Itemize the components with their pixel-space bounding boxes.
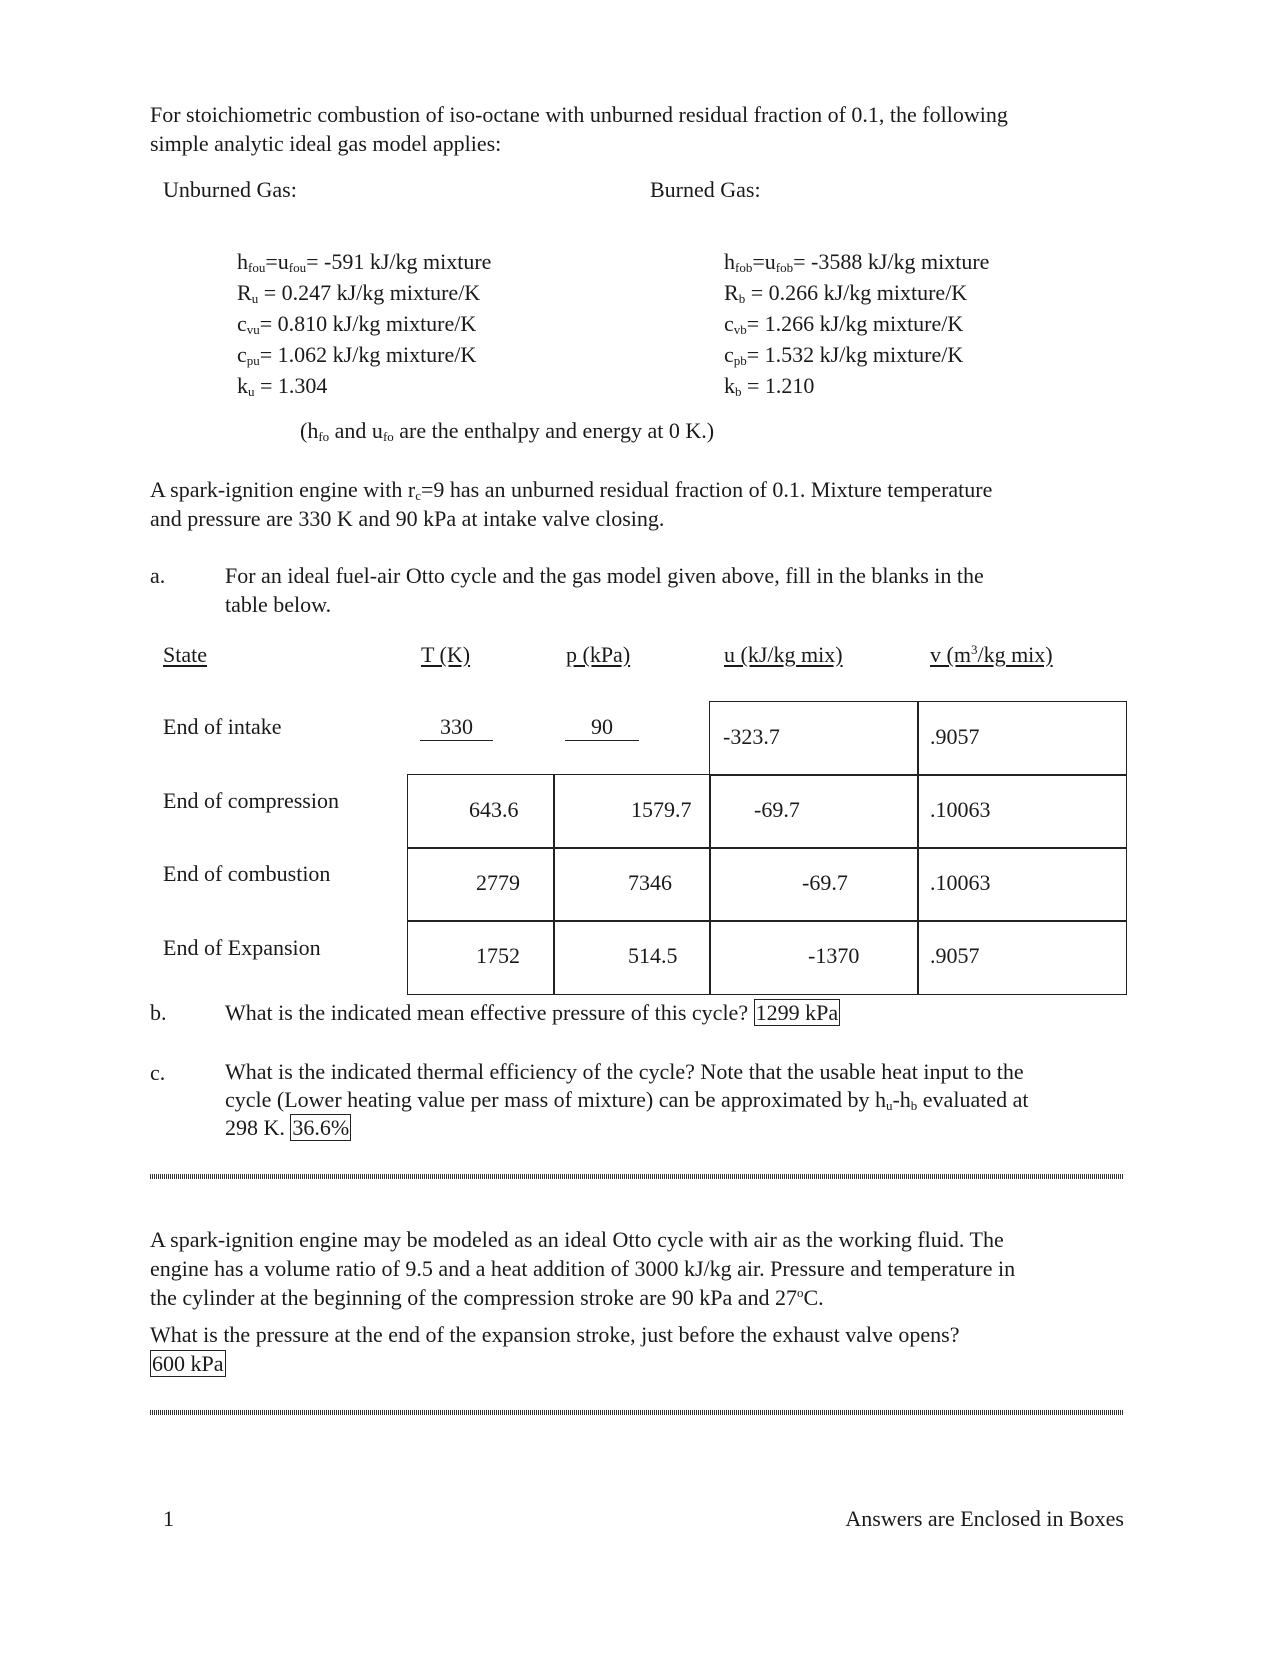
unburned-gas-constant: $R_u = 0.247$ kJ/kg mixture/K (237, 280, 481, 306)
enthalpy-note: ($h_{fo}$ and $u_{fo}$ are the enthalpy and energy at 0 K.) (300, 418, 715, 444)
header-pressure: p (kPa) (566, 642, 631, 667)
problem-1-statement (150, 475, 1124, 533)
unburned-gas-heading: Unburned Gas: (163, 177, 297, 202)
row-expansion-state: End of Expansion (163, 935, 321, 960)
burned-gas-constant: $R_b = 0.266$ kJ/kg mixture/K (724, 280, 968, 306)
row-expansion-pressure: 514.5 (553, 920, 711, 995)
row-combustion-state: End of combustion (163, 861, 331, 886)
row-intake-volume: .9057 (917, 701, 1127, 776)
problem-2-answer-box: 600 kPa (152, 1351, 224, 1376)
problem-2-statement (150, 1225, 1124, 1312)
problem-1-line-1: A spark-ignition engine with $r_c=9$ has an unburned residual fraction of 0.1. Mixture temperature (150, 477, 993, 503)
row-expansion-temperature: 1752 (407, 920, 555, 995)
header-volume: v ($m^3/kg$ mix) (930, 642, 1053, 667)
row-combustion-pressure: 7346 (553, 847, 711, 922)
problem-2-line-2: engine has a volume ratio of 9.5 and a heat addition of 3000 kJ/kg air. Pressure and temperature in (150, 1256, 1016, 1281)
part-c-line-2: cycle (Lower heating value per mass of mixture) can be approximated by $h_u-h_b$ evaluated at (225, 1087, 1029, 1113)
part-c-line-3: 298 K. 36.6% (225, 1115, 350, 1140)
header-temperature: T (K) (421, 642, 471, 667)
intro-line-1: For stoichiometric combustion of iso-octane with unburned residual fraction of 0.1, the following (150, 102, 1008, 127)
row-expansion-energy: -1370 (709, 920, 919, 995)
footer-note: Answers are Enclosed in Boxes (845, 1506, 1124, 1531)
row-compression-energy: -69.7 (709, 774, 919, 849)
unburned-properties (237, 246, 491, 401)
row-intake-pressure: 90 (565, 714, 639, 741)
row-compression-state: End of compression (163, 788, 339, 813)
row-combustion-volume: .10063 (917, 847, 1127, 922)
part-a-line-2: table below. (225, 592, 332, 617)
section-divider-2 (150, 1410, 1124, 1415)
problem-1-line-2: and pressure are 330 K and 90 kPa at intake valve closing. (150, 506, 665, 531)
burned-gas-heading: Burned Gas: (650, 177, 761, 202)
part-c-line-1: What is the indicated thermal efficiency of the cycle? Note that the usable heat input to the (225, 1059, 1024, 1084)
header-energy: u (kJ/kg mix) (724, 642, 843, 667)
row-intake-energy: -323.7 (709, 701, 919, 776)
page-number: 1 (163, 1506, 174, 1531)
problem-2-line-3: the cylinder at the beginning of the compression stroke are 90 kPa and 27$^o$C. (150, 1285, 824, 1310)
header-state: State (163, 642, 207, 667)
burned-cp: $c_{pb}= 1.532$ kJ/kg mixture/K (724, 342, 964, 368)
row-compression-pressure: 1579.7 (553, 774, 711, 849)
unburned-cv: $c_{vu}= 0.810$ kJ/kg mixture/K (237, 311, 477, 337)
part-c-label: c. (150, 1060, 166, 1085)
row-expansion-volume: .9057 (917, 920, 1127, 995)
row-combustion-energy: -69.7 (709, 847, 919, 922)
row-compression-volume: .10063 (917, 774, 1127, 849)
intro-line-2: simple analytic ideal gas model applies: (150, 131, 502, 156)
section-divider-1 (150, 1174, 1124, 1179)
part-c-answer-box: 36.6% (292, 1115, 350, 1140)
unburned-k: $k_u = 1.304$ (237, 373, 328, 399)
intro-paragraph (150, 100, 1124, 158)
problem-2-answer-line (150, 1349, 1124, 1378)
unburned-cp: $c_{pu}= 1.062$ kJ/kg mixture/K (237, 342, 477, 368)
part-b-label: b. (150, 1000, 167, 1025)
part-a-question (225, 561, 1124, 619)
part-b-answer-box: 1299 kPa (755, 1000, 839, 1025)
problem-2-question (150, 1320, 1124, 1378)
burned-enthalpy: $h_{fob}=u_{fob}= -3588$ kJ/kg mixture (724, 249, 990, 275)
row-intake-state: End of intake (163, 714, 282, 739)
part-b-question: What is the indicated mean effective pressure of this cycle? 1299 kPa (225, 1000, 839, 1025)
row-combustion-temperature: 2779 (407, 847, 555, 922)
burned-k: $k_b = 1.210$ (724, 373, 815, 399)
row-compression-temperature: 643.6 (407, 774, 555, 849)
burned-cv: $c_{vb}= 1.266$ kJ/kg mixture/K (724, 311, 964, 337)
part-a-line-1: For an ideal fuel-air Otto cycle and the gas model given above, fill in the blanks in the (225, 563, 984, 588)
unburned-enthalpy: $h_{fou}=u_{fou}= -591$ kJ/kg mixture (237, 249, 492, 275)
row-intake-temperature: 330 (420, 714, 493, 741)
part-c-question (225, 1058, 1124, 1142)
part-a-label: a. (150, 563, 166, 588)
burned-properties (724, 246, 989, 401)
problem-2-line-1: A spark-ignition engine may be modeled as an ideal Otto cycle with air as the working fluid. The (150, 1227, 1004, 1252)
problem-2-question-text: What is the pressure at the end of the expansion stroke, just before the exhaust valve opens? (150, 1322, 960, 1347)
